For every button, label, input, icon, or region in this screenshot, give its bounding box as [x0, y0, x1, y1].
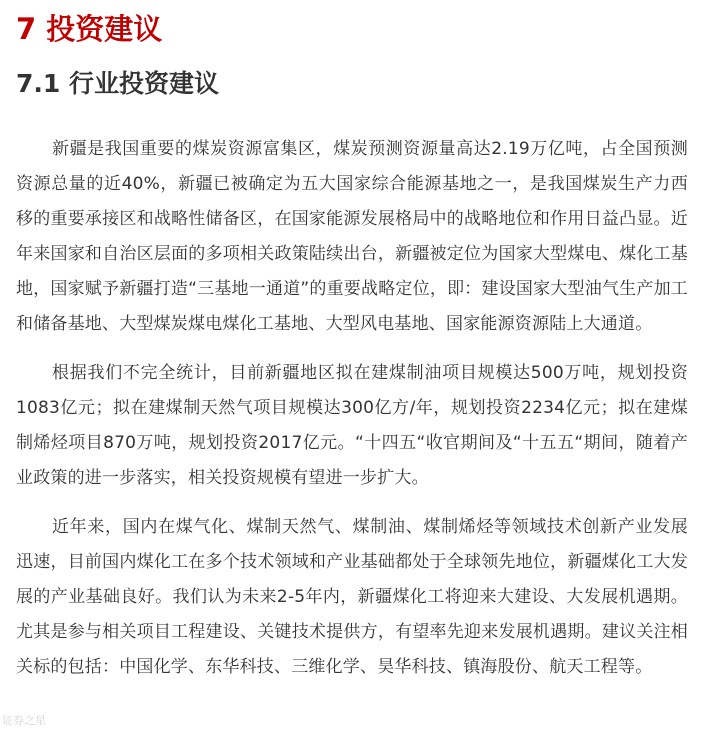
subsection-title: 7.1 行业投资建议 [16, 69, 219, 98]
paragraph-recommendation: 近年来，国内在煤气化、煤制天然气、煤制油、煤制烯烃等领域技术创新产业发展迅速，目前国内煤化工在多个技术领域和产业基础都处于全球领先地位，新疆煤化工大发展的产业基础良好。我们认为未来2-5年内，新疆煤化工将迎来大建设、大发展机遇期。尤其是参与相关项目工程建设、关键技术提供方，有望率先迎来发展机遇期。建议关注相关标的包括：中国化学、东华科技、三维化学、昊华科技、镇海股份、航天工程等。 [16, 517, 688, 677]
paragraph-investment: 根据我们不完全统计，目前新疆地区拟在建煤制油项目规模达500万吨，规划投资1083亿元；拟在建煤制天然气项目规模达300亿方/年，规划投资2234亿元；拟在建煤制烯烃项目870万吨，规划投资2017亿元。“十四五“收官期间及“十五五“期间，随着产业政策的进一步落实，相关投资规模有望进一步扩大。 [16, 363, 688, 488]
section-title: 7 投资建议 [16, 12, 163, 46]
watermark: 证券之星 [2, 714, 46, 727]
paragraph-resources: 新疆是我国重要的煤炭资源富集区，煤炭预测资源量高达2.19万亿吨，占全国预测资源总量的近40%，新疆已被确定为五大国家综合能源基地之一，是我国煤炭生产力西移的重要承接区和战略性储备区，在国家能源发展格局中的战略地位和作用日益凸显。近年来国家和自治区层面的多项相关政策陆续出台，新疆被定位为国家大型煤电、煤化工基地，国家赋予新疆打造“三基地一通道”的重要战略定位，即：建设国家大型油气生产加工和储备基地、大型煤炭煤电煤化工基地、大型风电基地、国家能源资源陆上大通道。 [16, 139, 688, 334]
body-text [16, 132, 688, 699]
